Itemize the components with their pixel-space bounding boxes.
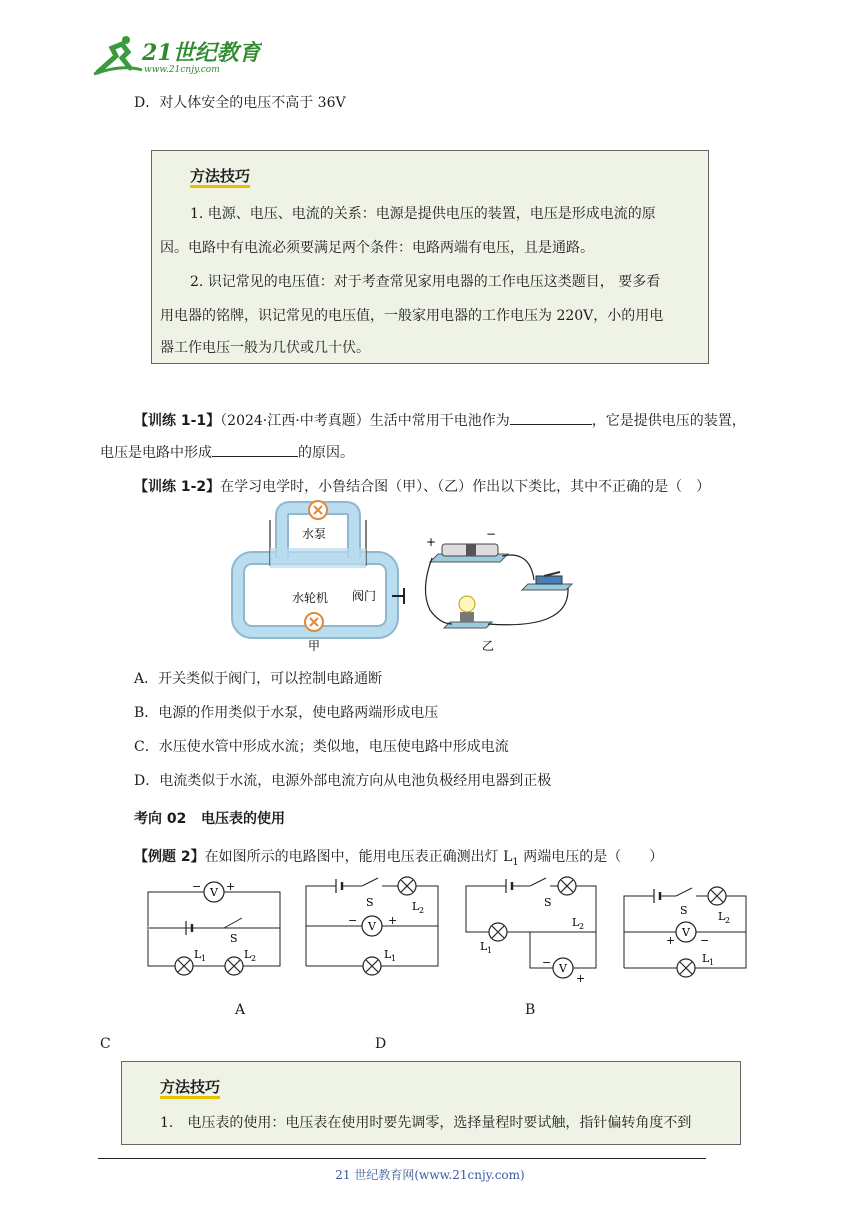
c1-l1-sub: 1	[201, 954, 207, 963]
c4-l1-sub: 1	[709, 958, 715, 967]
train2-text: 在学习电学时，小鲁结合图（甲）、（乙）作出以下类比，其中不正确的是（ ）	[220, 479, 711, 495]
c3-v: V	[559, 962, 567, 975]
example-2	[134, 846, 663, 868]
train2-label: 【训练 1-2】	[134, 479, 221, 495]
train1-text-d: 的原因。	[298, 445, 354, 461]
c1-l1: L	[194, 948, 202, 961]
switch-icon	[522, 572, 572, 590]
train-1-1-cont	[100, 442, 354, 462]
tip-box-1	[151, 150, 709, 364]
pump-icon	[309, 501, 327, 519]
c2-l2: L	[412, 900, 420, 913]
c1-l2: L	[244, 948, 252, 961]
blank-2[interactable]	[212, 442, 298, 457]
c1-minus: −	[192, 880, 202, 893]
label-valve: 阀门	[352, 589, 377, 603]
battery-plus: +	[426, 535, 437, 549]
section-label: 考向 02	[134, 811, 187, 827]
battery-minus: −	[486, 527, 497, 541]
option-d-top: D．对人体安全的电压不高于 36V	[134, 95, 346, 111]
c4-s: S	[680, 904, 688, 917]
c1-s: S	[230, 932, 238, 945]
tip1-p2b: 用电器的铭牌，识记常见的电压值，一般家用电器的工作电压为 220V，小的用电	[160, 308, 664, 324]
c3-s: S	[544, 896, 552, 909]
label-yi: 乙	[482, 639, 495, 653]
train-1-2	[134, 476, 710, 496]
c2-plus: +	[388, 914, 398, 927]
circuit-diagrams	[140, 872, 760, 992]
example2-text-a: 在如图所示的电路图中，能用电压表正确测出灯 L	[204, 849, 513, 865]
c3-plus: +	[576, 972, 586, 985]
c4-l2: L	[718, 910, 726, 923]
example2-label: 【例题 2】	[134, 849, 205, 865]
c3-l1: L	[480, 940, 488, 953]
blank-1[interactable]	[510, 410, 592, 425]
example2-sub: 1	[512, 856, 519, 868]
c3-minus: −	[542, 956, 552, 969]
c4-v: V	[682, 926, 690, 939]
c2-l1: L	[384, 948, 392, 961]
tip-box-2	[121, 1061, 741, 1145]
c2-s: S	[366, 896, 374, 909]
logo-url: www.21cnjy.com	[144, 65, 220, 75]
tip-title-2: 方法技巧	[160, 1078, 221, 1096]
tip1-p1b: 因。电路中有电流必须要满足两个条件：电路两端有电压，且是通路。	[160, 240, 594, 256]
battery-icon	[430, 544, 508, 562]
train1-text-c: 电压是电路中形成	[100, 445, 212, 461]
logo-text: 21世纪教育	[142, 40, 261, 66]
caption-d: D	[375, 1036, 387, 1052]
train2-option-d: D．电流类似于水流，电源外部电流方向从电池负极经用电器到正极	[134, 773, 552, 789]
c2-l1-sub: 1	[391, 954, 397, 963]
tip1-p1a: 1. 电源、电压、电流的关系：电源是提供电压的装置，电压是形成电流的原	[190, 206, 656, 222]
c1-plus: +	[226, 880, 236, 893]
c4-l2-sub: 2	[725, 916, 731, 925]
c4-minus: −	[700, 934, 710, 947]
c3-l1-sub: 1	[487, 946, 493, 955]
tip2-p1: 1. 电压表的使用：电压表在使用时要先调零，选择量程时要试触，指针偏转角度不到	[160, 1115, 692, 1131]
footer-text[interactable]: 21 世纪教育网(www.21cnjy.com)	[335, 1168, 525, 1182]
train2-option-a: A．开关类似于阀门，可以控制电路通断	[134, 671, 383, 687]
tip1-p2a: 2. 识记常见的电压值：对于考查常见家用电器的工作电压这类题目， 要多看	[190, 274, 661, 290]
caption-a: A	[235, 1002, 246, 1018]
label-turbine: 水轮机	[292, 591, 329, 605]
c1-l2-sub: 2	[251, 954, 257, 963]
c3-l2: L	[572, 916, 580, 929]
train2-option-b: B．电源的作用类似于水泵，使电路两端形成电压	[134, 705, 439, 721]
c2-v: V	[368, 920, 376, 933]
c2-l2-sub: 2	[419, 906, 425, 915]
c4-plus: +	[666, 934, 676, 947]
label-pump: 水泵	[302, 527, 327, 541]
c2-minus: −	[348, 914, 358, 927]
section-heading	[134, 808, 285, 828]
label-jia: 甲	[308, 639, 321, 653]
train1-label: 【训练 1-1】	[134, 413, 221, 429]
train-1-1	[134, 410, 746, 430]
train1-text-a: （2024·江西·中考真题）生活中常用干电池作为	[220, 413, 510, 429]
train1-text-b: ，它是提供电压的装置，	[591, 413, 746, 429]
example2-text-b: 两端电压的是（ ）	[518, 849, 664, 865]
train2-option-c: C．水压使水管中形成水流；类似地，电压使电路中形成电流	[134, 739, 509, 755]
caption-b: B	[525, 1002, 536, 1018]
c3-l2-sub: 2	[579, 922, 585, 931]
tip1-p2c: 器工作电压一般为几伏或几十伏。	[160, 340, 370, 356]
logo	[92, 34, 262, 78]
bulb-icon	[444, 596, 492, 628]
footer-divider	[98, 1158, 706, 1159]
caption-c: C	[100, 1036, 111, 1052]
c4-l1: L	[702, 952, 710, 965]
tip-title-1: 方法技巧	[190, 167, 251, 185]
figure-analogy	[230, 500, 610, 658]
turbine-icon	[305, 613, 323, 631]
c1-v: V	[210, 886, 218, 899]
section-title: 电压表的使用	[200, 811, 285, 827]
